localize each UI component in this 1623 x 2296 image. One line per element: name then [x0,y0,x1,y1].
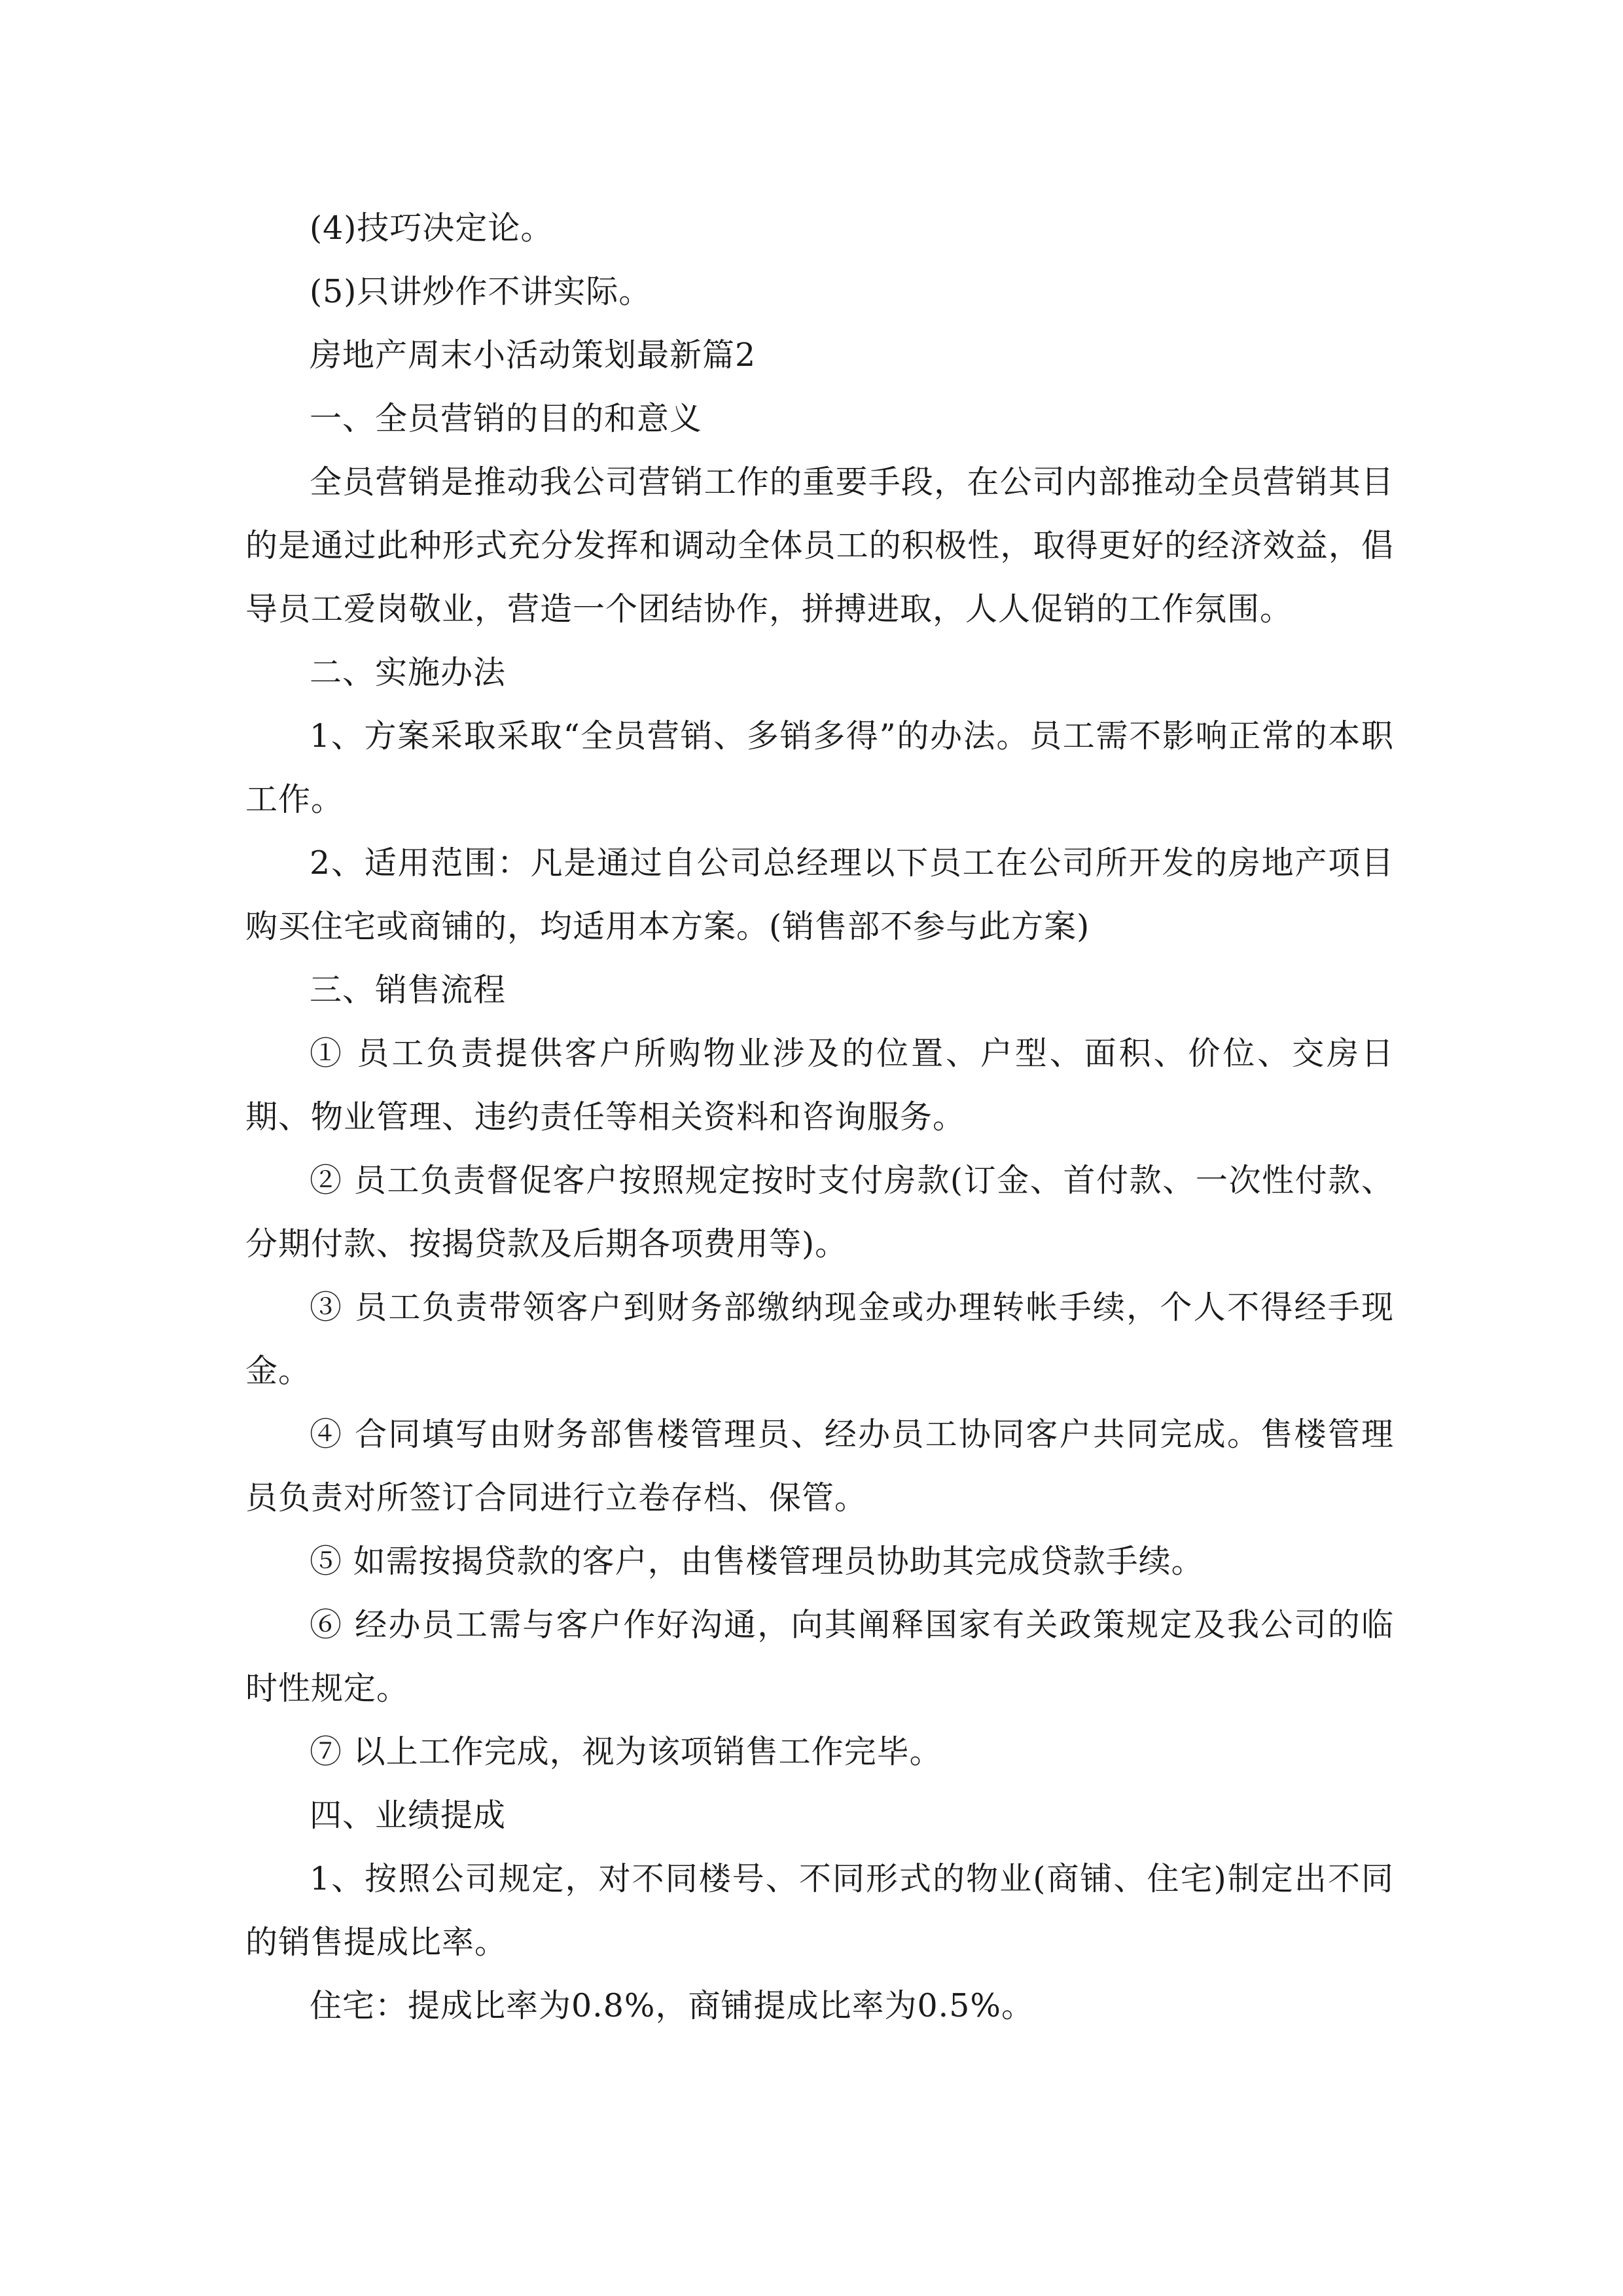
process-step-7: ⑦ 以上工作完成，视为该项销售工作完毕。 [310,1733,942,1770]
document-body [245,196,1394,2037]
process-step-5: ⑤ 如需按揭贷款的客户，由售楼管理员协助其完成贷款手续。 [310,1543,1204,1580]
paragraph-commission-rates: 住宅：提成比率为0.8%，商铺提成比率为0.5%。 [310,1987,1034,2024]
paragraph-method-2: 2、适用范围：凡是通过自公司总经理以下员工在公司所开发的房地产项目购买住宅或商铺的，均适用本方案。(销售部不参与此方案) [245,844,1394,945]
process-step-4: ④ 合同填写由财务部售楼管理员、经办员工协同客户共同完成。售楼管理员负责对所签订合同进行立卷存档、保管。 [245,1416,1394,1516]
process-step-6: ⑥ 经办员工需与客户作好沟通，向其阐释国家有关政策规定及我公司的临时性规定。 [245,1606,1394,1707]
process-step-3: ③ 员工负责带领客户到财务部缴纳现金或办理转帐手续，个人不得经手现金。 [245,1289,1394,1390]
article-title: 房地产周末小活动策划最新篇2 [310,336,757,374]
paragraph-method-1: 1、方案采取采取“全员营销、多销多得”的办法。员工需不影响正常的本职工作。 [245,717,1394,818]
section-heading-1: 一、全员营销的目的和意义 [310,400,703,437]
process-step-1: ① 员工负责提供客户所购物业涉及的位置、户型、面积、价位、交房日期、物业管理、违约责任等相关资料和咨询服务。 [245,1035,1394,1136]
paragraph-purpose: 全员营销是推动我公司营销工作的重要手段，在公司内部推动全员营销其目的是通过此种形式充分发挥和调动全体员工的积极性，取得更好的经济效益，倡导员工爱岗敬业，营造一个团结协作，拼搏进取，人人促销的工作氛围。 [245,463,1394,628]
section-heading-3: 三、销售流程 [310,971,507,1009]
paragraph-commission-1: 1、按照公司规定，对不同楼号、不同形式的物业(商铺、住宅)制定出不同的销售提成比率。 [245,1860,1394,1961]
list-item-5: (5)只讲炒作不讲实际。 [310,273,652,310]
process-step-2: ② 员工负责督促客户按照规定按时支付房款(订金、首付款、一次性付款、分期付款、按揭贷款及后期各项费用等)。 [245,1162,1394,1263]
list-item-4: (4)技巧决定论。 [310,209,554,247]
section-heading-4: 四、业绩提成 [310,1797,507,1834]
section-heading-2: 二、实施办法 [310,654,507,691]
